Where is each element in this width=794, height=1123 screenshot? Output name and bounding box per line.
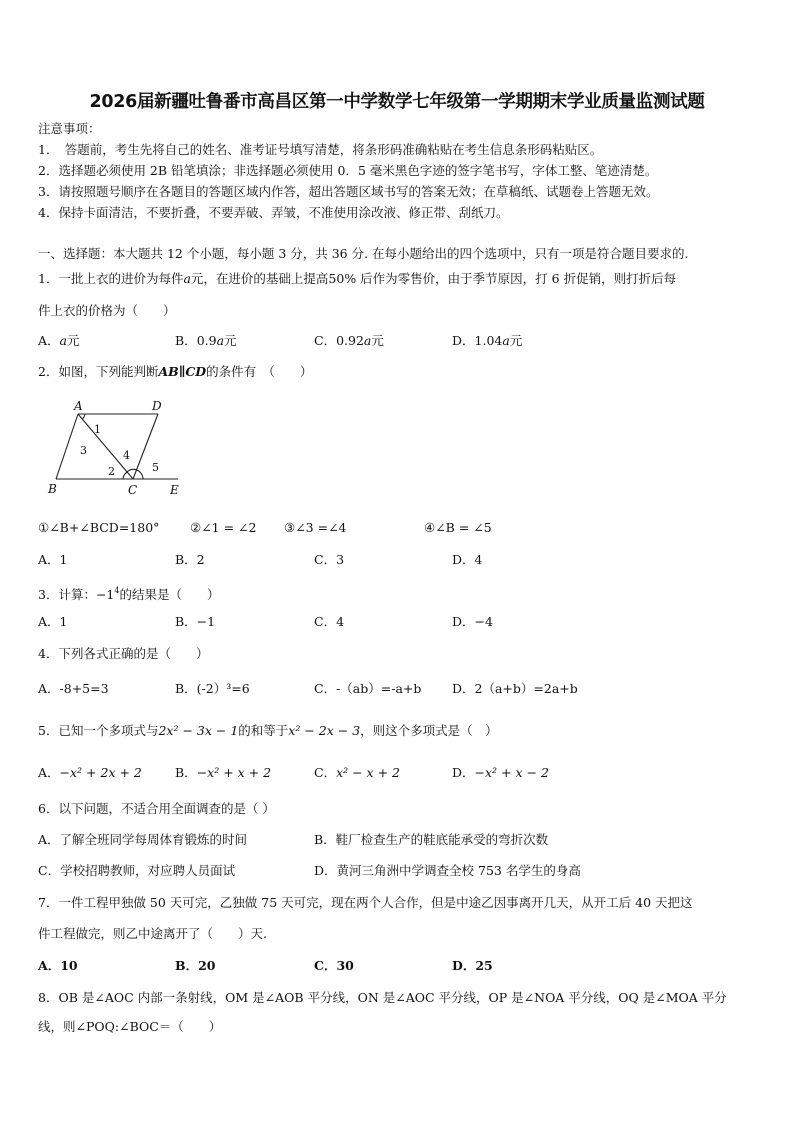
q8-stem-line2: 线，则∠POQ:∠BOC＝（ ）	[38, 1019, 222, 1034]
angle-label-2: 2	[108, 465, 115, 478]
q1-stem-a: 1．一批上衣的进价为每件	[38, 271, 184, 286]
q6-option-d: D．黄河三角洲中学调查全校 753 名学生的身高	[314, 863, 581, 878]
notice-item-4: 4．保持卡面清洁，不要折叠，不要弄破、弄皱，不准使用涂改液、修正带、刮纸刀。	[38, 205, 509, 220]
q3-option-a: A．1	[38, 614, 68, 629]
q2-condition-3: ③∠3 =∠4	[284, 520, 347, 535]
angle-label-1: 1	[94, 423, 101, 436]
q3-option-d: D．−4	[452, 614, 493, 629]
q7-option-b: B．20	[175, 958, 216, 973]
q7-stem-line1: 7．一件工程甲独做 50 天可完，乙独做 75 天可完，现在两个人合作，但是中途乙因事离开几天，从开工后 40 天把这	[38, 895, 693, 910]
q4-option-b: B．(-2）³=6	[175, 681, 250, 696]
q7-stem-line2: 件工程做完，则乙中途离开了（ ）天.	[38, 926, 267, 941]
q2-option-c: C．3	[314, 552, 345, 567]
q5-option-d: D．−x² + x − 2	[452, 765, 549, 780]
q1-option-a: A．a元	[38, 333, 80, 348]
notice-item-1: 1． 答题前，考生先将自己的姓名、准考证号填写清楚，将条形码准确粘贴在考生信息条形码粘贴区。	[38, 142, 603, 157]
angle-1-arc	[82, 414, 85, 419]
q2-stem: 2．如图，下列能判断AB∥CD的条件有 （ ）	[38, 364, 313, 379]
q3-option-c: C．4	[314, 614, 345, 629]
q5-poly-1: 2x² − 3x − 1	[158, 723, 239, 738]
section-heading: 一、选择题：本大题共 12 个小题，每小题 3 分，共 36 分. 在每小题给出的四个选项中，只有一项是符合题目要求的.	[38, 246, 689, 261]
q2-condition-4: ④∠B = ∠5	[424, 520, 492, 535]
q3-option-b: B．−1	[175, 614, 216, 629]
label-b: B	[48, 482, 57, 496]
q1-var-a: a	[183, 271, 191, 286]
notice-item-2: 2．选择题必须使用 2B 铅笔填涂；非选择题必须使用 0．5 毫米黑色字迹的签字笔书写，字体工整、笔迹清楚。	[38, 163, 658, 178]
q6-option-a: A．了解全班同学每周体育锻炼的时间	[38, 832, 248, 847]
notice-heading: 注意事项：	[38, 121, 101, 136]
q1-option-d: D．1.04a元	[452, 333, 523, 348]
q1-option-b: B．0.9a元	[175, 333, 237, 348]
q3-stem: 3．计算：$-1^4$的结果是（ ）	[38, 586, 220, 602]
exam-title: 2026届新疆吐鲁番市高昌区第一中学数学七年级第一学期期末学业质量监测试题	[89, 92, 705, 112]
q2-condition-2: ②∠1 = ∠2	[190, 520, 257, 535]
q5-poly-2: x² − 2x − 3	[288, 723, 361, 738]
q1-option-c: C．0.92a元	[314, 333, 384, 348]
q8-stem-line1: 8．OB 是∠AOC 内部一条射线，OM 是∠AOB 平分线，ON 是∠AOC 平分线，OP 是∠NOA 平分线，OQ 是∠MOA 平分	[38, 990, 727, 1005]
q7-option-d: D．25	[452, 958, 493, 973]
label-c: C	[128, 483, 138, 497]
q5-option-b: B．−x² + x + 2	[175, 765, 272, 780]
q4-option-d: D．2（a+b）=2a+b	[452, 681, 578, 696]
q7-option-c: C．30	[314, 958, 354, 973]
q5-option-c: C．x² − x + 2	[314, 765, 400, 780]
q6-option-b: B．鞋厂检查生产的鞋底能承受的弯折次数	[314, 832, 549, 847]
q4-stem: 4．下列各式正确的是（ ）	[38, 646, 209, 661]
q1-stem-b: 元，在进价的基础上提高50% 后作为零售价，由于季节原因，打 6 折促销，则打折后每	[190, 271, 677, 286]
angle-label-5: 5	[152, 461, 159, 474]
label-e: E	[170, 483, 179, 497]
label-d: D	[152, 399, 162, 413]
q5-option-a: A．−x² + 2x + 2	[38, 765, 142, 780]
q2-option-a: A．1	[38, 552, 68, 567]
notice-item-3: 3．请按照题号顺序在各题目的答题区域内作答，超出答题区域书写的答案无效；在草稿纸、试题卷上答题无效。	[38, 184, 659, 199]
q1-stem-line1	[38, 271, 676, 287]
q1-stem-line2: 件上衣的价格为（ ）	[38, 303, 176, 318]
angle-5-arc	[137, 470, 143, 479]
q7-option-a: A．10	[38, 958, 78, 973]
q6-stem: 6．以下问题，不适合用全面调查的是（ ）	[38, 801, 275, 816]
q2-option-d: D．4	[452, 552, 483, 567]
parallelogram-figure	[44, 398, 194, 500]
angle-2-arc	[123, 472, 127, 479]
angle-label-4: 4	[123, 449, 130, 462]
q6-option-c: C．学校招聘教师，对应聘人员面试	[38, 863, 236, 878]
label-a: A	[74, 399, 83, 413]
q2-condition-1: ①∠B+∠BCD=180°	[38, 520, 160, 535]
q4-option-c: C．-（ab）=-a+b	[314, 681, 422, 696]
segment-ab	[56, 414, 78, 479]
q5-stem: 5．已知一个多项式与2x² − 3x − 1的和等于x² − 2x − 3，则这个多项式是（ ）	[38, 723, 498, 738]
angle-label-3: 3	[80, 444, 87, 457]
q2-option-b: B．2	[175, 552, 205, 567]
q4-option-a: A．-8+5=3	[38, 681, 109, 696]
